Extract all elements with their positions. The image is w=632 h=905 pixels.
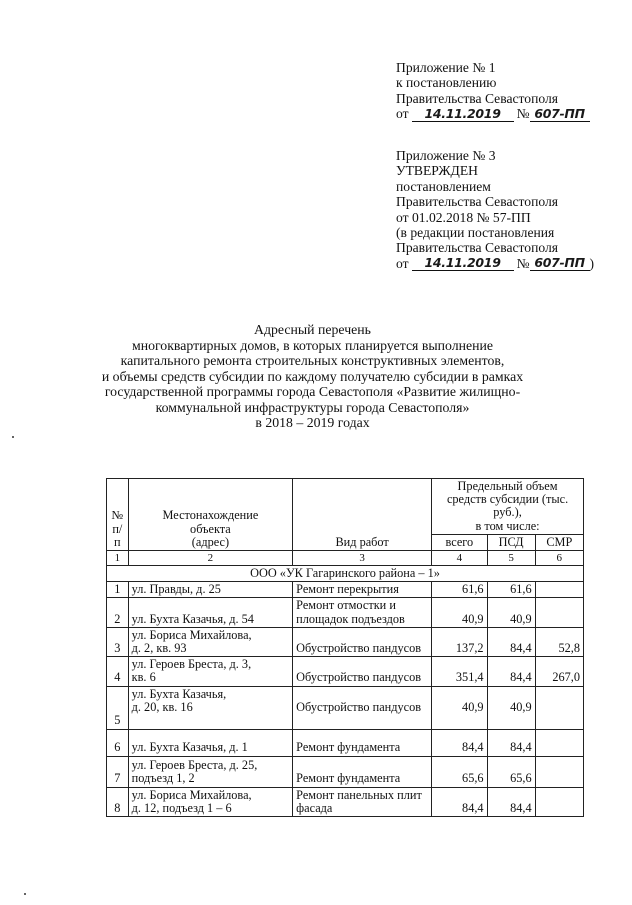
appendix-3-line-5: от 01.02.2018 № 57-ПП	[396, 209, 531, 225]
table-row	[107, 787, 584, 816]
appendix-1-heading: Приложение № 1	[396, 60, 496, 75]
row-address: ул. Бориса Михайлова, д. 12, подъезд 1 – 6	[128, 787, 293, 816]
row-address: ул. Бухта Казачья, д. 1	[128, 729, 293, 756]
row-total: 137,2	[432, 627, 487, 656]
column-index: 3	[293, 551, 432, 566]
row-work-type: Обустройство пандусов	[293, 686, 432, 729]
row-psd: 40,9	[487, 686, 535, 729]
row-psd: 84,4	[487, 627, 535, 656]
row-address: ул. Правды, д. 25	[128, 582, 293, 598]
header-total-cell: всего	[432, 534, 487, 550]
row-address: ул. Бухта Казачья, д. 20, кв. 16	[128, 686, 293, 729]
row-total: 61,6	[432, 582, 487, 598]
appendix-3-heading: Приложение № 3	[396, 148, 496, 163]
header-psd-cell: ПСД	[487, 534, 535, 550]
appendix-1-line-2: к постановлению	[396, 75, 497, 91]
address-list-table	[106, 478, 584, 817]
scan-speck	[12, 436, 14, 438]
table-row	[107, 657, 584, 686]
row-work-type: Ремонт фундамента	[293, 729, 432, 756]
header-address-cell: Местонахождение объекта (адрес)	[128, 479, 293, 551]
column-index: 5	[487, 551, 535, 566]
appendix-1-block	[396, 60, 626, 122]
table-row	[107, 582, 584, 598]
row-work-type: Обустройство пандусов	[293, 657, 432, 686]
row-address: ул. Бухта Казачья, д. 54	[128, 598, 293, 627]
title-line-6: коммунальной инфраструктуры города Севастополя»	[155, 399, 470, 415]
row-address: ул. Бориса Михайлова, д. 2, кв. 93	[128, 627, 293, 656]
row-number: 7	[107, 756, 129, 787]
column-index: 1	[107, 551, 129, 566]
row-psd: 84,4	[487, 729, 535, 756]
handwritten-date: 14.11.2019	[412, 107, 514, 122]
table-row	[107, 729, 584, 756]
number-prefix: №	[516, 255, 530, 271]
row-smr: 52,8	[535, 627, 583, 656]
appendix-3-line-7: Правительства Севастополя	[396, 240, 559, 256]
date-prefix: от	[396, 106, 409, 122]
row-number: 3	[107, 627, 129, 656]
table-header-row	[107, 479, 584, 535]
row-total: 84,4	[432, 787, 487, 816]
title-line-4: и объемы средств субсидии по каждому получателю субсидии в рамках	[101, 368, 524, 384]
row-work-type: Ремонт панельных плит фасада	[293, 787, 432, 816]
row-smr	[535, 729, 583, 756]
header-num-cell: № п/п	[107, 479, 129, 551]
scan-speck	[24, 893, 26, 895]
title-line-1: Адресный перечень	[254, 322, 371, 337]
row-number: 8	[107, 787, 129, 816]
title-line-3: капитального ремонта строительных конструктивных элементов,	[120, 353, 505, 368]
approved-label: УТВЕРЖДЕН	[396, 163, 478, 179]
row-smr	[535, 598, 583, 627]
number-prefix: №	[516, 106, 530, 122]
appendix-1-date-line	[396, 106, 626, 121]
table-row	[107, 756, 584, 787]
row-total: 351,4	[432, 657, 487, 686]
row-number: 1	[107, 582, 129, 598]
row-psd: 84,4	[487, 787, 535, 816]
row-smr: 267,0	[535, 657, 583, 686]
handwritten-date: 14.11.2019	[412, 256, 514, 271]
column-index-row	[107, 551, 584, 566]
column-index: 4	[432, 551, 487, 566]
row-work-type: Обустройство пандусов	[293, 627, 432, 656]
header-work-type-cell: Вид работ	[293, 479, 432, 551]
row-work-type: Ремонт перекрытия	[293, 582, 432, 598]
row-total: 84,4	[432, 729, 487, 756]
appendix-3-date-line	[396, 256, 626, 271]
document-title	[90, 322, 535, 431]
row-total: 40,9	[432, 686, 487, 729]
table-row	[107, 627, 584, 656]
row-psd: 84,4	[487, 657, 535, 686]
title-line-5: государственной программы города Севастополя «Развитие жилищно-	[104, 384, 521, 399]
appendix-3-line-4: Правительства Севастополя	[396, 194, 559, 210]
appendix-3-block	[396, 148, 626, 271]
header-subsidy-limit-cell: Предельный объем средств субсидии (тыс. руб.), в том числе:	[432, 479, 584, 535]
column-index: 2	[128, 551, 293, 566]
row-smr	[535, 787, 583, 816]
row-psd: 61,6	[487, 582, 535, 598]
row-smr	[535, 582, 583, 598]
handwritten-number: 607-ПП	[530, 256, 590, 271]
row-total: 40,9	[432, 598, 487, 627]
row-smr	[535, 756, 583, 787]
row-total: 65,6	[432, 756, 487, 787]
row-psd: 65,6	[487, 756, 535, 787]
row-smr	[535, 686, 583, 729]
row-number: 6	[107, 729, 129, 756]
date-prefix: от	[396, 255, 409, 271]
row-number: 2	[107, 598, 129, 627]
column-index: 6	[535, 551, 583, 566]
handwritten-number: 607-ПП	[530, 107, 590, 122]
appendix-3-line-6: (в редакции постановления	[396, 225, 555, 241]
table-row	[107, 686, 584, 729]
row-psd: 40,9	[487, 598, 535, 627]
row-number: 5	[107, 686, 129, 729]
row-address: ул. Героев Бреста, д. 25, подъезд 1, 2	[128, 756, 293, 787]
close-paren: )	[589, 255, 595, 271]
title-line-2: многоквартирных домов, в которых планируется выполнение	[131, 337, 494, 353]
organization-name: ООО «УК Гагаринского района – 1»	[107, 566, 584, 582]
row-work-type: Ремонт фундамента	[293, 756, 432, 787]
appendix-3-line-3: постановлением	[396, 178, 491, 194]
title-line-7: в 2018 – 2019 годах	[255, 415, 370, 430]
table-row	[107, 598, 584, 627]
header-smr-cell: СМР	[535, 534, 583, 550]
row-address: ул. Героев Бреста, д. 3, кв. 6	[128, 657, 293, 686]
organization-row	[107, 566, 584, 582]
row-number: 4	[107, 657, 129, 686]
appendix-1-line-3: Правительства Севастополя	[396, 90, 559, 106]
row-work-type: Ремонт отмостки и площадок подъездов	[293, 598, 432, 627]
